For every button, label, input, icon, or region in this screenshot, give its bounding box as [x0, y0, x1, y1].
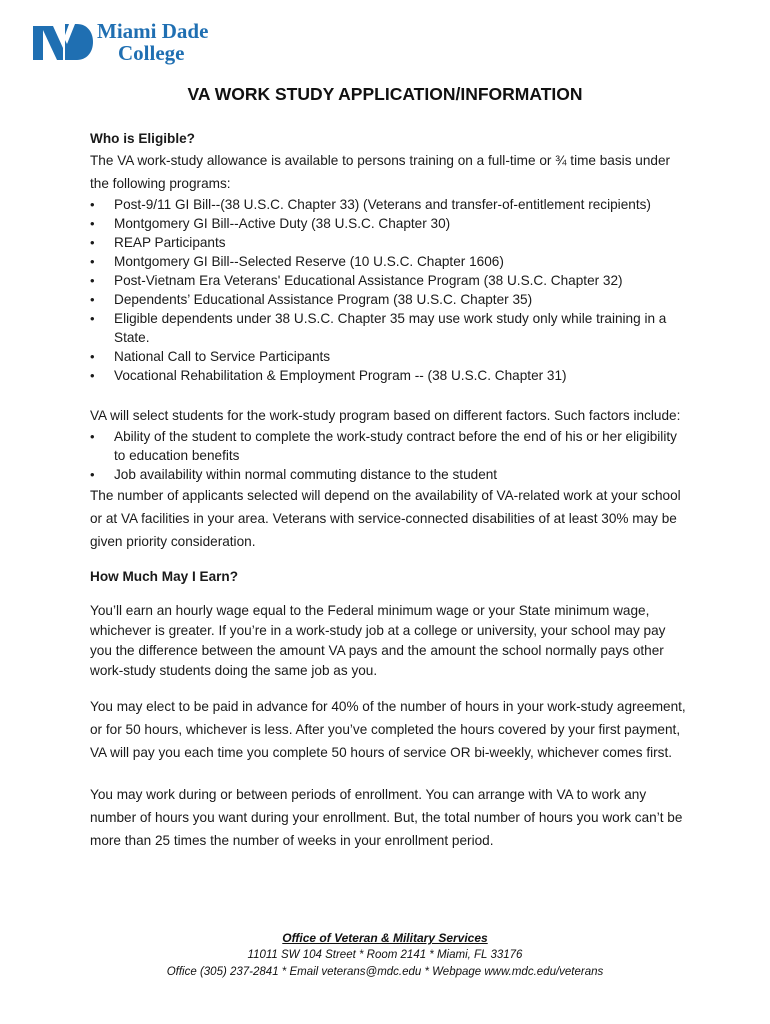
- selection-outro: The number of applicants selected will depend on the availability of VA-related work at your school or at VA facilities in your area. Veterans with service-connected disabilities of at least 30% may be given priority consideration.: [90, 488, 681, 549]
- footer-contact: Office (305) 237-2841 * Email veterans@mdc.edu * Webpage www.mdc.edu/veterans: [166, 966, 604, 978]
- program-list: [90, 195, 690, 385]
- factor-list: [90, 427, 690, 484]
- college-name-line1: Miami Dade: [97, 19, 209, 43]
- document-body: [90, 129, 690, 852]
- footer-address: 11011 SW 104 Street * Room 2141 * Miami, FL 33176: [247, 949, 523, 961]
- list-item: • Job availability within normal commuting distance to the student: [90, 465, 690, 484]
- earn-paragraph-1: You’ll earn an hourly wage equal to the Federal minimum wage or your State minimum wage, whichever is greater. If you’re in a work-study job at a college or university, your school may pay you the difference between the amount VA pays and the amount the school normally pays other work-study students doing the same job as you.: [90, 603, 666, 678]
- college-name-line2: College: [118, 41, 185, 65]
- list-item: • Vocational Rehabilitation & Employment Program -- (38 U.S.C. Chapter 31): [90, 366, 690, 385]
- list-item: • National Call to Service Participants: [90, 347, 690, 366]
- college-name: [97, 20, 208, 64]
- eligible-intro: The VA work-study allowance is available to persons training on a full-time or ¾ time basis under the following programs:: [90, 153, 671, 191]
- list-item: • Montgomery GI Bill--Active Duty (38 U.S.C. Chapter 30): [90, 214, 690, 233]
- list-item: • Post-9/11 GI Bill--(38 U.S.C. Chapter 33) (Veterans and transfer-of-entitlement recipients): [90, 195, 690, 214]
- selection-intro: VA will select students for the work-study program based on different factors. Such factors include:: [90, 408, 681, 423]
- list-item: • Montgomery GI Bill--Selected Reserve (10 U.S.C. Chapter 1606): [90, 252, 690, 271]
- earn-heading: How Much May I Earn?: [90, 569, 239, 584]
- list-item: • Post-Vietnam Era Veterans' Educational Assistance Program (38 U.S.C. Chapter 32): [90, 271, 690, 290]
- footer: [0, 930, 770, 981]
- list-item: • REAP Participants: [90, 233, 690, 252]
- footer-office: Office of Veteran & Military Services: [282, 931, 488, 945]
- page-title: VA WORK STUDY APPLICATION/INFORMATION: [187, 84, 583, 104]
- list-item: • Dependents’ Educational Assistance Program (38 U.S.C. Chapter 35): [90, 290, 690, 309]
- earn-paragraph-2: You may elect to be paid in advance for 40% of the number of hours in your work-study agreement, or for 50 hours, whichever is less. After you’ve completed the hours covered by your first payment, VA will pay you each time you complete 50 hours of service OR bi-weekly, whichever comes first.: [90, 699, 686, 760]
- list-item: • Ability of the student to complete the work-study contract before the end of his or her eligibility to education benefits: [90, 427, 690, 465]
- college-logo: [33, 18, 233, 70]
- list-item: • Eligible dependents under 38 U.S.C. Chapter 35 may use work study only while training in a State.: [90, 309, 690, 347]
- earn-paragraph-3: You may work during or between periods of enrollment. You can arrange with VA to work any number of hours you want during your enrollment. But, the total number of hours you work can’t be more than 25 times the number of weeks in your enrollment period.: [90, 787, 683, 848]
- eligible-heading: Who is Eligible?: [90, 131, 195, 146]
- mdc-logo-icon: [33, 20, 93, 64]
